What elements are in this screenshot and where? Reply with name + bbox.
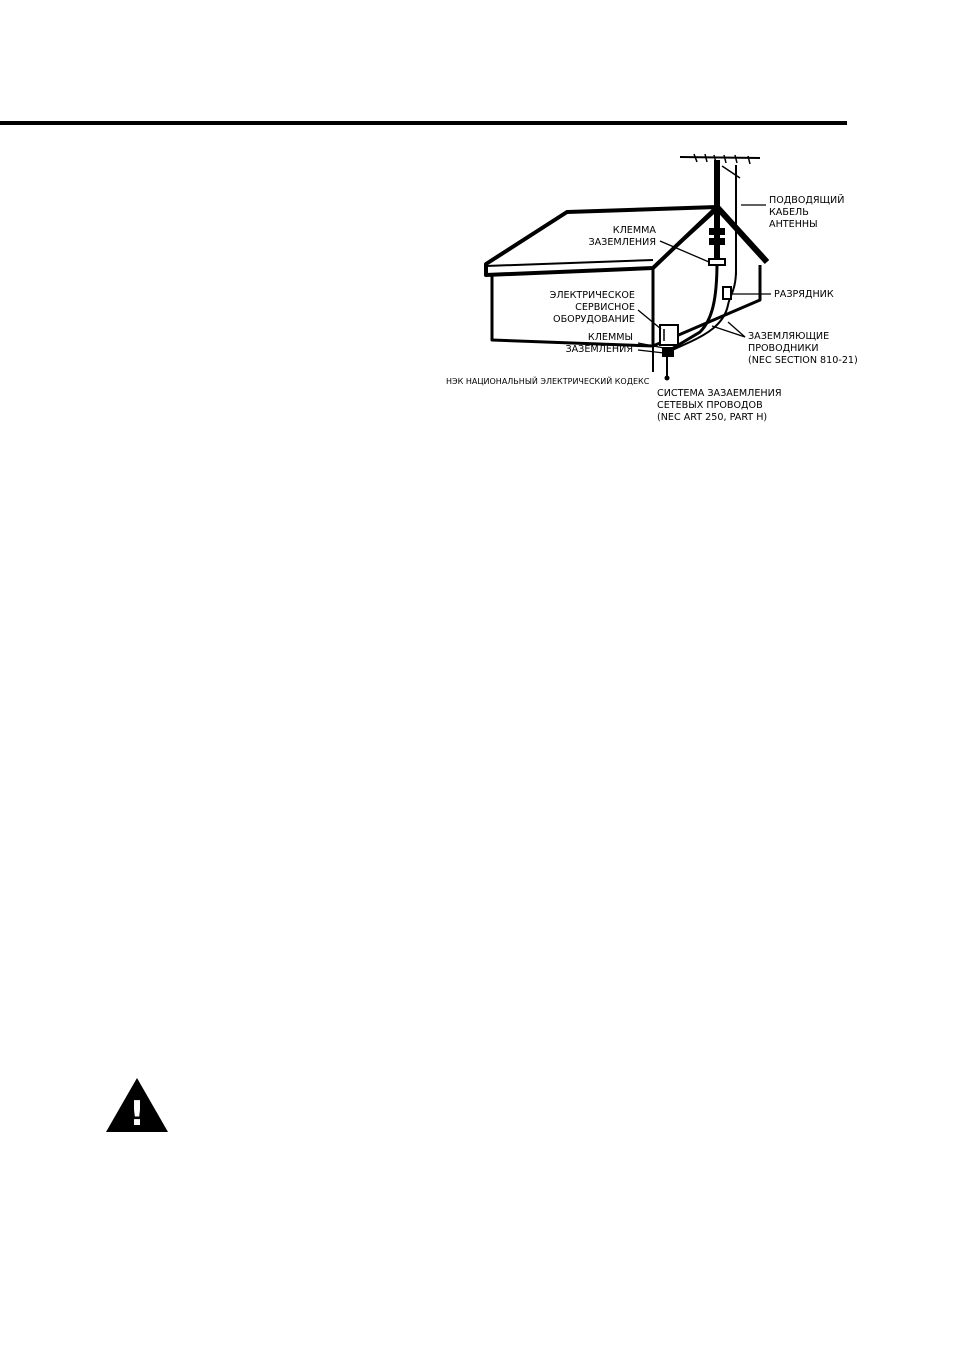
discharge-unit	[723, 287, 731, 299]
svg-text:ЗАЗЕМЛЯЮЩИЕ: ЗАЗЕМЛЯЮЩИЕ	[748, 331, 830, 342]
svg-text:ЗАЗЕМЛЕНИЯ: ЗАЗЕМЛЕНИЯ	[588, 237, 656, 248]
antenna	[668, 154, 760, 352]
label-ground-clamps	[565, 332, 633, 355]
label-electric-service-equipment	[550, 290, 635, 325]
label-power-service-grounding	[657, 388, 782, 423]
svg-text:КАБЕЛЬ: КАБЕЛЬ	[769, 207, 809, 218]
svg-text:(NEC ART 250, PART H): (NEC ART 250, PART H)	[657, 412, 768, 423]
svg-text:РАЗРЯДНИК: РАЗРЯДНИК	[774, 289, 834, 300]
svg-text:!: !	[129, 1094, 145, 1134]
svg-text:ЭЛЕКТРИЧЕСКОЕ: ЭЛЕКТРИЧЕСКОЕ	[549, 290, 635, 301]
svg-text:ПРОВОДНИКИ: ПРОВОДНИКИ	[748, 343, 819, 354]
svg-text:ПОДВОДЯЩИЙ: ПОДВОДЯЩИЙ	[769, 195, 845, 206]
svg-text:СЕРВИСНОЕ: СЕРВИСНОЕ	[575, 302, 635, 313]
label-grounding-conductors	[748, 331, 858, 366]
svg-text:(NEC SECTION 810-21): (NEC SECTION 810-21)	[748, 355, 858, 366]
warning-triangle-icon	[104, 1075, 170, 1135]
label-nec-note: НЭК НАЦИОНАЛЬНЫЙ ЭЛЕКТРИЧЕСКИЙ КОДЕКС	[446, 377, 650, 386]
antenna-grounding-diagram	[0, 0, 953, 440]
svg-text:СЕТЕВЫХ ПРОВОДОВ: СЕТЕВЫХ ПРОВОДОВ	[657, 400, 763, 411]
label-discharge-unit	[774, 289, 834, 300]
svg-text:КЛЕММЫ: КЛЕММЫ	[587, 332, 633, 343]
svg-text:ОБОРУДОВАНИЕ: ОБОРУДОВАНИЕ	[553, 314, 635, 325]
svg-text:КЛЕММА: КЛЕММА	[612, 225, 656, 236]
svg-text:АНТЕННЫ: АНТЕННЫ	[769, 219, 818, 230]
svg-text:ЗАЗЕМЛЕНИЯ: ЗАЗЕМЛЕНИЯ	[565, 344, 633, 355]
label-antenna-lead-in-wire	[769, 193, 844, 230]
svg-text:СИСТЕМА ЗАЗАЕМЛЕНИЯ: СИСТЕМА ЗАЗАЕМЛЕНИЯ	[657, 388, 782, 399]
